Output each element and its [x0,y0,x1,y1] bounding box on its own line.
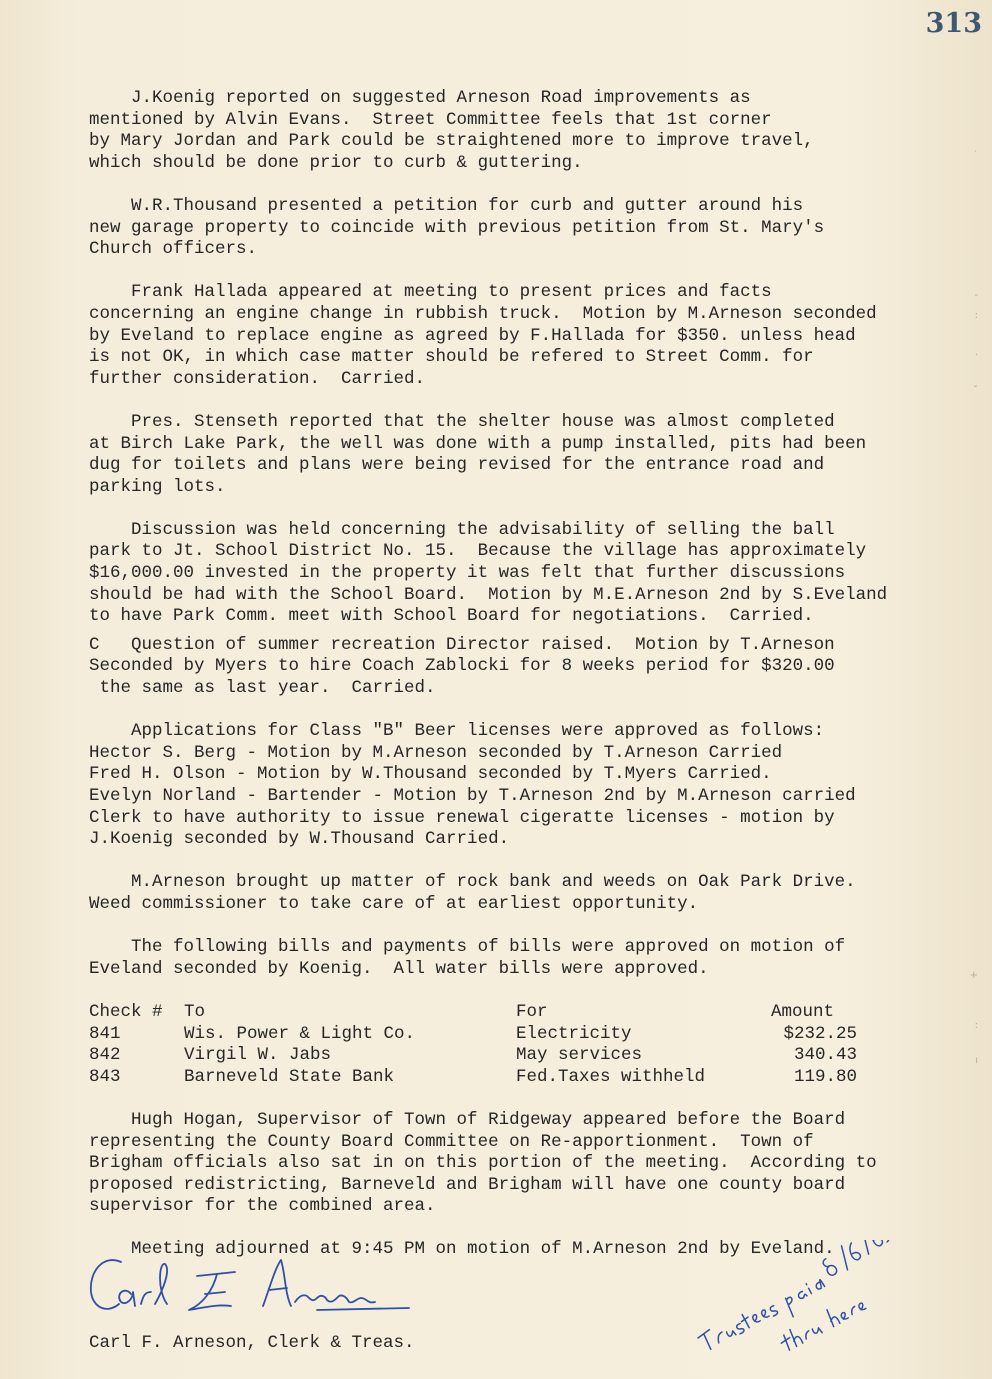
cell-payee: Virgil W. Jabs [184,1045,332,1066]
text-line: Hector S. Berg - Motion by M.Arneson seconded by T.Arneson Carried [89,742,783,763]
bills-table-header [89,1002,949,1024]
text-line: representing the County Board Committee on Re-apportionment. Town of [89,1131,814,1152]
signer-name: Carl F. Arneson, Clerk & Treas. [89,1333,415,1353]
table-row [89,1045,949,1067]
page-number: 313 [925,8,982,39]
margin-marks: ˙ - : · ˇ + : ı [969,150,978,1066]
text-line: further consideration. Carried. [89,368,426,389]
text-line: is not OK, in which case matter should be refered to Street Comm. for [89,347,814,368]
handwritten-note [690,1240,920,1360]
cell-purpose: Fed.Taxes withheld [516,1066,706,1087]
text-line: park to Jt. School District No. 15. Because the village has approximately [89,541,867,562]
text-line: C Question of summer recreation Director raised. Motion by T.Arneson [89,634,835,655]
text-line: J.Koenig seconded by W.Thousand Carried. [89,829,510,850]
text-line: Church officers. [89,239,258,260]
text-line: Clerk to have authority to issue renewal cigeratte licenses - motion by [89,807,835,828]
paragraph-hogan [89,1110,949,1218]
text-line: parking lots. [89,476,226,497]
text-line: proposed redistricting, Barneveld and Brigham will have one county board [89,1174,846,1195]
text-line: supervisor for the combined area. [89,1196,436,1217]
paragraph-rockbank [89,872,949,915]
cell-payee: Wis. Power & Light Co. [184,1023,416,1044]
cell-payee: Barneveld State Bank [184,1066,395,1087]
paragraph-bills [89,937,949,980]
text-line: Seconded by Myers to hire Coach Zablocki for 8 weeks period for $320.00 [89,656,835,677]
table-row [89,1024,949,1046]
header-amount: Amount [771,1001,835,1022]
cell-amount: 340.43 [793,1045,857,1066]
header-for: For [516,1001,548,1022]
cell-check: 843 [89,1066,121,1087]
paragraph-beer [89,721,949,851]
text-line: Discussion was held concerning the advisability of selling the ball [89,519,835,540]
paragraph-hallada [89,282,949,390]
text-line: Meeting adjourned at 9:45 PM on motion of M.Arneson 2nd by Eveland. [89,1239,835,1260]
text-line: which should be done prior to curb & guttering. [89,152,583,173]
text-line: Evelyn Norland - Bartender - Motion by T.Arneson 2nd by M.Arneson carried [89,786,856,806]
text-line: Fred H. Olson - Motion by W.Thousand seconded by T.Myers Carried. [89,764,772,785]
cell-purpose: Electricity [516,1023,632,1044]
text-line: at Birch Lake Park, the well was done with a pump installed, pits had been [89,433,867,454]
paragraph-thousand [89,196,949,261]
text-line: W.R.Thousand presented a petition for curb and gutter around his [89,195,804,216]
text-line: mentioned by Alvin Evans. Street Committee feels that 1st corner [89,109,772,130]
table-row [89,1067,949,1089]
text-line: The following bills and payments of bills were approved on motion of [89,937,846,958]
text-line: Pres. Stenseth reported that the shelter house was almost completed [89,411,835,432]
text-line: the same as last year. Carried. [89,678,436,699]
clerk-signature [85,1250,425,1330]
bills-table [89,1002,949,1088]
text-line: new garage property to coincide with previous petition from St. Mary's [89,217,825,238]
minutes-body [89,88,949,1283]
paragraph-ballpark [89,520,949,628]
text-line: Applications for Class "B" Beer licenses were approved as follows: [89,721,825,742]
text-line: to have Park Comm. meet with School Board for negotiations. Carried. [89,606,814,627]
cell-check: 841 [89,1023,121,1044]
text-line: concerning an engine change in rubbish truck. Motion by M.Arneson seconded [89,303,877,324]
text-line: Weed commissioner to take care of at earliest opportunity. [89,893,699,914]
text-line: M.Arneson brought up matter of rock bank and weeds on Oak Park Drive. [89,872,856,893]
header-check: Check # [89,1001,163,1022]
cell-amount: 119.80 [793,1066,857,1087]
paragraph-koenig [89,88,949,174]
text-line: Brigham officials also sat in on this portion of the meeting. According to [89,1153,877,1174]
cell-purpose: May services [516,1045,643,1066]
text-line: Hugh Hogan, Supervisor of Town of Ridgeway appeared before the Board [89,1109,846,1130]
text-line: Eveland seconded by Koenig. All water bills were approved. [89,958,709,979]
cell-amount: $232.25 [783,1023,857,1044]
text-line: by Mary Jordan and Park could be straightened more to improve travel, [89,131,814,152]
cell-check: 842 [89,1045,121,1066]
header-to: To [184,1001,206,1022]
text-line: J.Koenig reported on suggested Arneson Road improvements as [89,88,751,108]
paragraph-shelter [89,412,949,498]
text-line: $16,000.00 invested in the property it was felt that further discussions [89,563,846,584]
text-line: by Eveland to replace engine as agreed by F.Hallada for $350. unless head [89,325,856,346]
text-line: dug for toilets and plans were being revised for the entrance road and [89,455,825,476]
paragraph-recreation [89,635,949,700]
text-line: should be had with the School Board. Motion by M.E.Arneson 2nd by S.Eveland [89,584,888,605]
text-line: Frank Hallada appeared at meeting to present prices and facts [89,282,772,303]
